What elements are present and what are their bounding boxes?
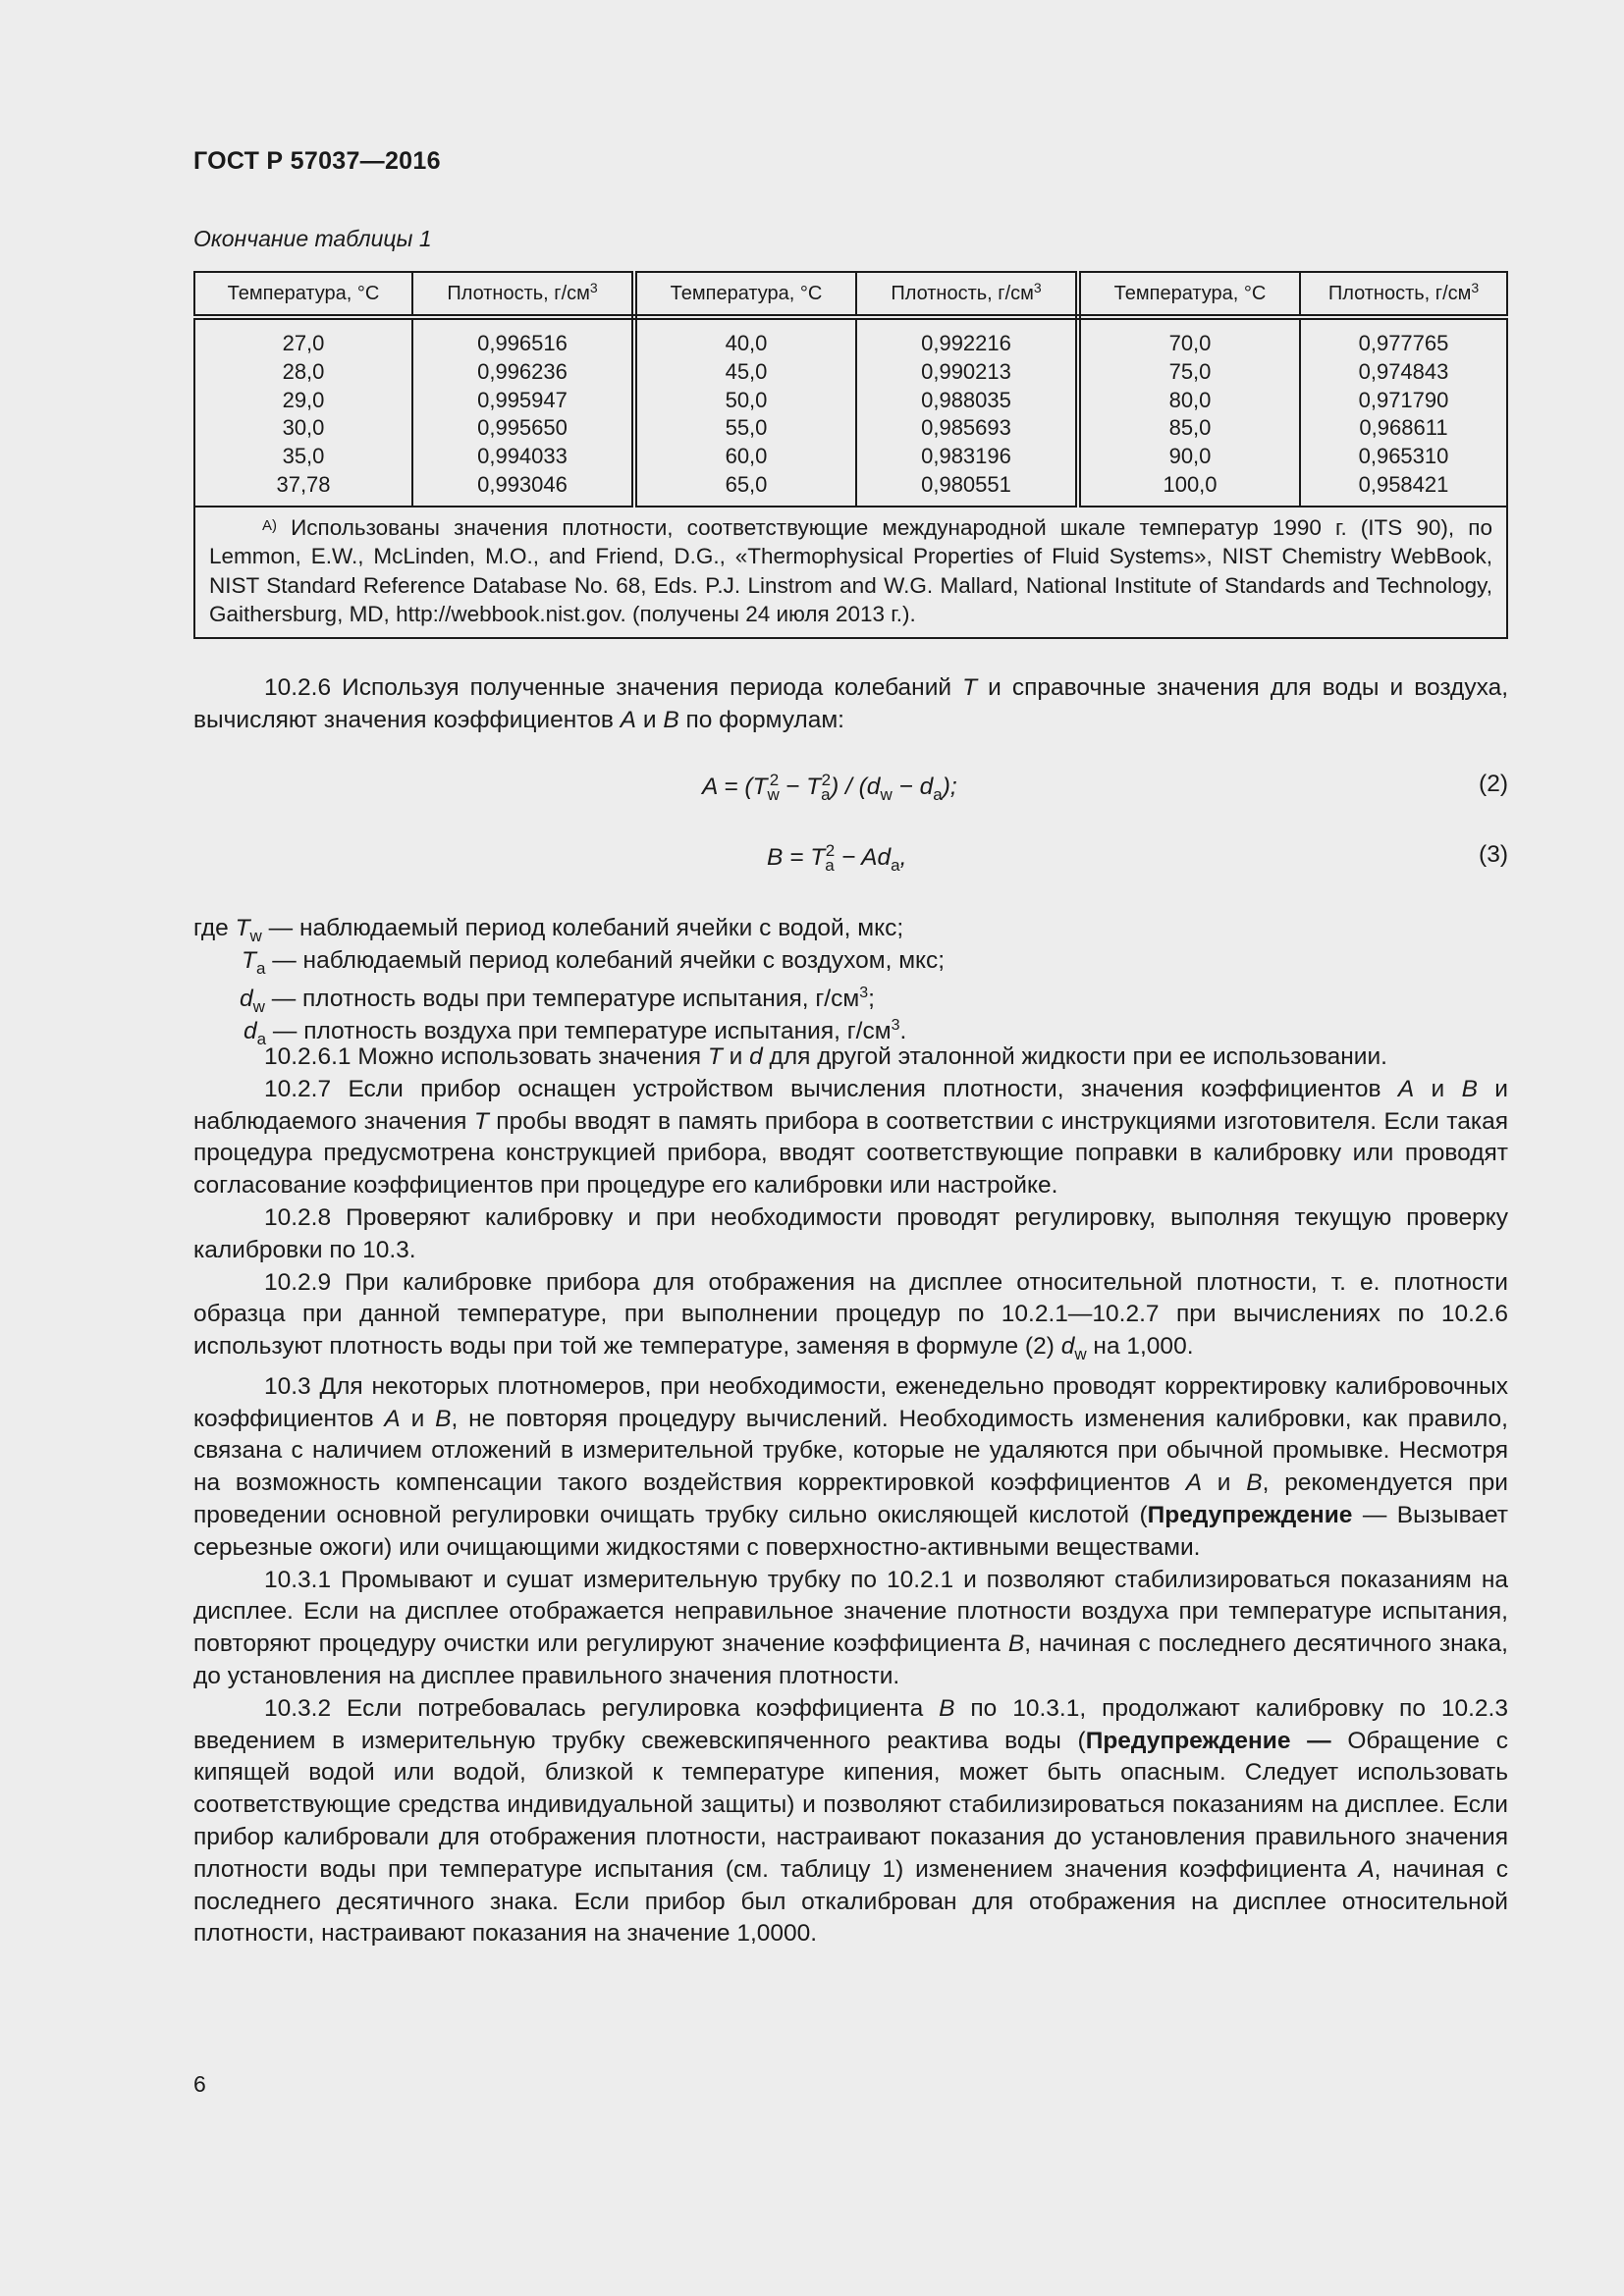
cell-density-2: 0,992216 0,990213 0,988035 0,985693 0,983196 0,980551 <box>856 317 1078 507</box>
footnote-mark: А) <box>262 516 277 534</box>
legend-item: $d_w$ — плотность воды при температуре испытания, $г/см^3$; <box>240 985 875 1017</box>
legend-item: где $T_w$ — наблюдаемый период колебаний ячейки с водой, мкс; <box>193 915 904 945</box>
formula-3 <box>193 841 1508 875</box>
body-text <box>193 1041 1508 1950</box>
formula-2 <box>193 771 1508 804</box>
formula-3-expression: $B = T_a^2 - Ad_a$, <box>767 841 907 876</box>
paragraph-10-3-2: 10.3.2 Если потребовалась регулировка коэффициента B по 10.3.1, продолжают калибровку по 10.2.3 введением в измерительную трубку свежевскипяченного реактива воды (Предупреждение — Обращение с кипящей водой или водой, близкой к температуре кипения, может быть опасным. Следует использовать соответствующие средства индивидуальной защиты) и позволяют стабилизироваться показаниям на дисплее. Если прибор калибровали для отображения плотности, настраивают показания до установления правильного значения плотности воды при температуре испытания (см. таблицу 1) изменением значения коэффициента A, начиная с последнего десятичного знака. Если прибор был откалиброван для отображения на дисплее относительной плотности, настраивают показания на значение 1,0000. <box>193 1694 1508 1948</box>
cell-density-3: 0,977765 0,974843 0,971790 0,968611 0,965310 0,958421 <box>1300 317 1507 507</box>
header-temperature-3: Температура, °С <box>1078 272 1300 317</box>
table-row <box>194 317 1507 507</box>
paragraph-10-3: 10.3 Для некоторых плотномеров, при необходимости, еженедельно проводят корректировку калибровочных коэффициентов A и B, не повторяя процедуру вычислений. Необходимость изменения калибровки, как правило, связана с наличием отложений в измерительной трубке, которые не удаляются при обычной промывке. Несмотря на возможность компенсации такого воздействия корректировкой коэффициентов A и B, рекомендуется при проведении основной регулировки очищать трубку сильно окисляющей кислотой (Предупреждение — Вызывает серьезные ожоги) или очищающими жидкостями с поверхностно-активными веществами. <box>193 1372 1508 1561</box>
formula-3-number: (3) <box>1479 841 1508 868</box>
formula-2-expression: $A = (T_w^2 - T_a^2) / (d_w - d_a)$; <box>702 771 957 805</box>
cell-temperature-1: 27,0 28,0 29,0 30,0 35,0 37,78 <box>194 317 412 507</box>
formula-2-number: (2) <box>1479 771 1508 797</box>
paragraph-10-3-1: 10.3.1 Промывают и сушат измерительную трубку по 10.2.1 и позволяют стабилизироваться показаниям на дисплее. Если на дисплее отображается неправильное значение плотности воздуха при температуре испытания, повторяют процедуру очистки или регулируют значение коэффициента B, начиная с последнего десятичного знака, до установления на дисплее правильного значения плотности. <box>193 1566 1508 1690</box>
density-table <box>193 271 1508 639</box>
paragraph-10-2-7: 10.2.7 Если прибор оснащен устройством вычисления плотности, значения коэффициентов A и B и наблюдаемого значения T пробы вводят в память прибора в соответствии с инструкциями изготовителя. Если такая процедура предусмотрена конструкцией прибора, вводят соответствующие поправки в калибровку или проводят согласование коэффициентов при процедуре его калибровки или настройке. <box>193 1075 1508 1200</box>
header-density-2: Плотность, $г/см^3$ <box>856 272 1078 317</box>
paragraph-10-2-8: 10.2.8 Проверяют калибровку и при необходимости проводят регулировку, выполняя текущую проверку калибровки по 10.3. <box>193 1203 1508 1263</box>
page-number: 6 <box>193 2071 206 2097</box>
paragraph-10-2-6: 10.2.6 Используя полученные значения периода колебаний T и справочные значения для воды и воздуха, вычисляют значения коэффициентов A и B по формулам: <box>193 674 1508 733</box>
footnote-text: Использованы значения плотности, соответствующие международной шкале температур 1990 г. (ITS 90), по Lemmon, E.W., McLinden, M.O., and Friend, D.G., «Thermophysical Properties of Fluid Systems», NIST Chemistry WebBook, NIST Standard Reference Database No. 68, Eds. P.J. Linstrom and W.G. Mallard, National Institute of Standards and Technology, Gaithersburg, MD, http://webbook.nist.gov. (получены 24 июля 2013 г.). <box>209 514 1492 627</box>
symbol-legend <box>193 912 1508 1049</box>
cell-temperature-2: 40,0 45,0 50,0 55,0 60,0 65,0 <box>634 317 856 507</box>
table-footnote <box>194 507 1507 638</box>
paragraph-10-2-9: 10.2.9 При калибровке прибора для отображения на дисплее относительной плотности, т. е. плотности образца при данной температуре, при выполнении процедур по 10.2.1—10.2.7 при вычислениях по 10.2.6 используют плотность воды при той же температуре, заменяя в формуле (2) $d_w$ на 1,000. <box>193 1268 1508 1364</box>
table-footnote-row <box>194 507 1507 638</box>
legend-item: $T_a$ — наблюдаемый период колебаний ячейки с воздухом, мкс; <box>242 947 946 978</box>
cell-density-1: 0,996516 0,996236 0,995947 0,995650 0,994033 0,993046 <box>412 317 634 507</box>
legend-item: $d_a$ — плотность воздуха при температуре испытания, $г/см^3$. <box>244 1017 907 1049</box>
header-density-1: Плотность, $г/см^3$ <box>412 272 634 317</box>
paragraph-10-2-6-1: 10.2.6.1 Можно использовать значения T и d для другой эталонной жидкости при ее использовании. <box>264 1043 1387 1070</box>
table-caption: Окончание таблицы 1 <box>193 226 432 251</box>
header-temperature-1: Температура, °С <box>194 272 412 317</box>
table-header-row <box>194 272 1507 317</box>
cell-temperature-3: 70,0 75,0 80,0 85,0 90,0 100,0 <box>1078 317 1300 507</box>
header-density-3: Плотность, $г/см^3$ <box>1300 272 1507 317</box>
document-id: ГОСТ Р 57037—2016 <box>193 147 441 175</box>
header-temperature-2: Температура, °С <box>634 272 856 317</box>
